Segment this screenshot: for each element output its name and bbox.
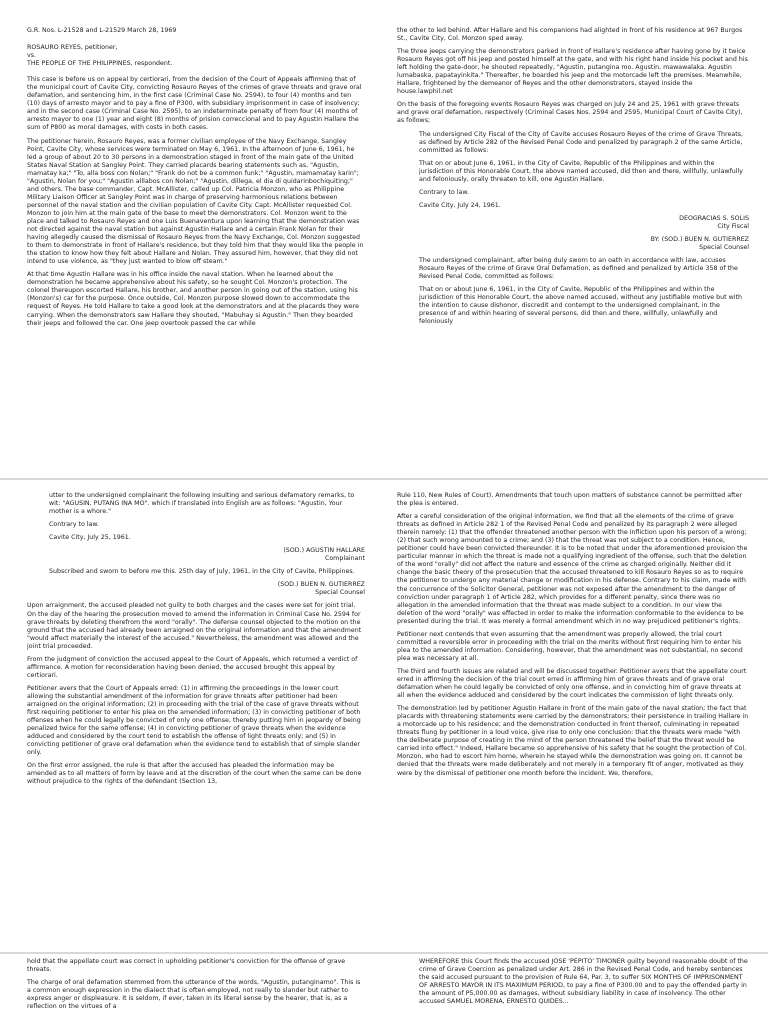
paragraph: From the judgment of conviction the accused appeal to the Court of Appeals, which returned a verdict of affirmance. A motion for reconsideration having been denied, the accused brought this appeal by certiorari.	[27, 655, 358, 679]
signature-block: BY: (SOD.) BUEN N. GUTIERREZ Special Counsel	[650, 235, 749, 252]
page-2-left-column	[27, 492, 365, 952]
information-quote: Subscribed and sworn to before me this. 25th day of July, 1961, in the City of Cavite, Philippines.	[49, 568, 355, 576]
document-page-2	[0, 484, 768, 954]
information-quote: Contrary to law.	[419, 188, 469, 196]
paragraph: The demonstration led by petitioner Agustin Hallare in front of the main gate of the naval station; the fact that placards with threatening statements were carried by the demonstrators; their persistence in trailing Hallare in a motorcade up to his residence; and the demonstration conducted in front thereof, culminating in repeated threats flung by petitioner in a loud voice, give rise to only one conclusion: that the threats were made "with the deliberate purpose of creating in the mind of the person threatened the belief that the threat would be carried into effect." Indeed, Hallare became so apprehensive of his safety that he sought the protection of Col. Monzon, who had to escort him home, wherein he stayed while the demonstration was going on. It cannot be denied that the threats were made deliberately and not merely in a temporary fit of anger, motivated as they were by the dismissal of petitioner one month before the incident. We, therefore,	[397, 705, 749, 777]
document-page-3	[0, 956, 768, 1024]
information-quote: utter to the undersigned complainant the following insulting and serious defamatory remarks, to wit: "AGUSIN, PUTANG INA MO". which if translated into English are as follows: "Agustin, Your mother is a whore."	[49, 492, 355, 516]
paragraph: The third and fourth issues are related and will be discussed together. Petitioner avers that the appellate court erred in affirming the decision of the trial court erred in affirming him of grave threats and of grave oral defamation when he could legally be convicted of only one offense, and in convicting him of grave threats at all when the evidence adduced and considered by the court indicates the commission of light threats only.	[397, 667, 747, 700]
paragraph: The petitioner herein, Rosauro Reyes, was a former civilian employee of the Navy Exchange, Sangley Point, Cavite City, whose services were terminated on May 6, 1961. In the afternoon of June 6, 1961, he led a group of about 20 to 30 persons in a demonstration staged in front of the main gate of the United States Naval Station at Sangley Point. They carried placards bearing statements such as, "Agustin, mamatay ka;" "To, alla boss con Nolan;" "Frank do not be a common funk;" "Agustin, mamamatay karin"; "Agustin, Nolan for you;" "Agustin alllabos con Nolan;" "Agustin, dillega, el dia di quidarinbochiquiting;" and others. The base commander, Capt. McAllister, called up Col. Patricia Monzon, who as Philippine Military Liaison Officer at Sangley Point was in charge of preserving harmonious relations between personnel of the naval station and the civilian population of Cavite City. Capt. McAllister requested Col. Monzon to join him at the main gate of the base to meet the demonstrators. Col. Monzon went to the place and talked to Rosauro Reyes and one Luis Buenaventura upon learning that the demonstration was not directed against the naval station but against Agustin Hallare and a certain Frank Nolan for their having allegedly caused the dismissal of Rosauro Reyes from the Navy Exchange, Col. Monzon suggested to them to demonstrate in front of Hallare's residence, but they told him that they would like the people in the station to know how they felt about Hallare and Nolan. They assured him, however, that they did not intend to use violence, as "they just wanted to blow off steam."	[27, 137, 364, 266]
information-quote: That on or about June 6, 1961, in the City of Cavite, Republic of the Philippines and within the jurisdiction of this Honorable Court, the above named accused, did then and there, willfully, unlawfully and feloniously, orally threaten to kill, one Agustin Hallare.	[419, 159, 744, 183]
paragraph: Rule 110, New Rules of Court). Amendments that touch upon matters of substance cannot be permitted after the plea is entered.	[397, 492, 743, 508]
paragraph: This case is before us on appeal by certiorari, from the decision of the Court of Appeals affirming that of the municipal court of Cavite City, convicting Rosauro Reyes of the crimes of grave threats and grave oral defamation, and sentencing him, in the first case (Criminal Case No. 2594), to four (4) months and ten (10) days of arresto mayor and to pay a fine of P300, with subsidiary imprisonment in case of insolvency; and in the second case (Criminal Case No. 2595), to an indeterminate penalty of from four (4) months of arresto mayor to one (1) year and eight (8) months of prision correccional and to pay Agustin Hallare the sum of P800 as moral damages, with costs in both cases.	[27, 76, 362, 132]
document-page-1	[0, 0, 768, 468]
page-3-right-column	[397, 958, 749, 1024]
paragraph: After a careful consideration of the original information, we find that all the elements of the crime of grave threats as defined in Article 282 1 of the Revised Penal Code and penalized by its paragraph 2 were alleged therein namely: (1) that the offender threatened another person with the infliction upon his person of a wrong; (2) that such wrong amounted to a crime; and (3) that the threat was not subject to a condition. Hence, petitioner could have been convicted thereunder. It is to be noted that under the aforementioned provision the particular manner in which the threat is made not a qualifying ingredient of the offense, such that the deletion of the word "orally" did not affect the nature and essence of the crime as charged originally. Neither did it change the basic theory of the prosecution that the accused threatened to kill Rosauro Reyes so as to require the petitioner to undergo any material change or modification in his defense. Contrary to his claim, made with the concurrence of the Solicitor General, petitioner was not exposed after the amendment to the danger of conviction under paragraph 1 of Article 282, which provides for a different penalty, since there was no allegation in the amended information that the threat was made subject to a condition. In our view the deletion of the word "orally" was effected in order to make the information conformable to the evidence to be presented during the trial. It was merely a formal amendment which in no way prejudiced petitioner's rights.	[397, 513, 748, 625]
paragraph: hold that the appellate court was correct in upholding petitioner's conviction for the offense of grave threats.	[27, 958, 346, 974]
information-quote: Cavite City, July 25, 1961.	[49, 534, 131, 542]
case-parties: ROSAURO REYES, petitioner, vs. THE PEOPLE OF THE PHILIPPINES, respondent.	[27, 44, 173, 68]
page-2-right-column	[397, 492, 749, 952]
information-quote: The undersigned City Fiscal of the City of Cavite accuses Rosauro Reyes of the crime of Grave Threats, as defined by Article 282 of the Revised Penal Code and penalized by paragraph 2 of the same Article, committed as follows:	[419, 130, 743, 154]
paragraph: At that time Agustin Hallare was in his office inside the naval station. When he learned about the demonstration he became apprehensive about his safety, so he sought Col. Monzon's protection. The colonel thereupon escorted Hallare, his brother, and another person in going out of the station, using his (Monzon's) car for the purpose. Once outside, Col. Monzon purpose slowed down to accommodate the request of Reyes. He told Hallare to take a good look at the demonstrators and at the placards they were carrying. When the demonstrators saw Hallare they shouted, "Mabuhay si Agustin." Then they boarded their jeeps and followed the car. One jeep overtook passed the car while	[27, 271, 359, 327]
information-quote: That on or about June 6, 1961, in the City of Cavite, Republic of the Philippines and within the jurisdiction of this Honorable Court, the above named accused, without any justifiable motive but with the intention to cause dishonor, discredit and contempt to the undersigned complainant, in the presence of and within hearing of several persons, did then and there, willfully, unlawfully and feloniously	[419, 286, 742, 326]
case-number: G.R. Nos. L-21528 and L-21529 March 28, 1969	[27, 27, 177, 34]
page-separator	[0, 952, 768, 954]
paragraph: On the first error assigned, the rule is that after the accused has pleaded the information may be amended as to all matters of form by leave and at the discretion of the court when the same can be done without prejudice to the rights of the defendant (Section 13,	[27, 762, 362, 786]
paragraph: The three jeeps carrying the demonstrators parked in front of Hallare's residence after having gone by it twice Rosauro Reyes got off his jeep and posted himself at the gate, and with his right hand inside his pocket and his left holding the gate-door, he shouted repeatedly, "Agustin, putangina mo. Agustin, mawawalaka. Agustin lumabaska, papatayinkita." Thereafter, he boarded his jeep and the motorcade left the premises. Meanwhile, Hallare, frightened by the demeanor of Reyes and the other demonstrators, stayed inside the house.lawphil.net	[397, 48, 748, 96]
page-3-left-column	[27, 958, 365, 1024]
information-quote: Contrary to law.	[49, 521, 99, 529]
paragraph: Upon arraignment, the accused pleaded not guilty to both charges and the cases were set for joint trial. On the day of the hearing the prosecution moved to amend the information in Criminal Case No. 2594 for grave threats by deleting therefrom the word "orally". The defense counsel objected to the motion on the ground that the accused had already been arraigned on the original information and that the amendment "would affect materially the interest of the accused." Nevertheless, the amendment was allowed and the joint trial proceeded.	[27, 602, 362, 650]
page-1-right-column	[397, 27, 749, 463]
paragraph: the other to led behind. After Hallare and his companions had alighted in front of his residence at 967 Burgos St., Cavite City, Col. Monzon sped away.	[397, 27, 743, 43]
paragraph: On the basis of the foregoing events Rosauro Reyes was charged on July 24 and 25, 1961 with grave threats and grave oral defamation, respectively (Criminal Cases Nos. 2594 and 2595, Municipal Court of Cavite City), as follows;	[397, 101, 743, 125]
paragraph: The charge of oral defamation stemmed from the utterance of the words, "Agustin, putanginamo". This is a common enough expression in the dialect that is often employed, not really to slander but rather to express anger or displeasure. It is seldom, if ever, taken in its literal sense by the hearer, that is, as a reflection on the virtues of a	[27, 979, 361, 1011]
paragraph: Petitioner next contends that even assuming that the amendment was properly allowed, the trial court committed a reversible error in proceeding with the trial on the merits without first requiring him to enter his plea to the amended information. Considering, however, that the amendment was not substantial, no second plea was necessary at all.	[397, 630, 743, 662]
information-quote: Cavite City, July 24, 1961.	[419, 201, 501, 209]
page-1-left-column	[27, 27, 365, 463]
paragraph: Petitioner avers that the Court of Appeals erred: (1) in affirming the proceedings in the lower court allowing the substantial amendment of the information for grave threats after petitioner had been arraigned on the original information; (2) in proceeding with the trial of the case of grave threats without first requiring petitioner to enter his plea on the amended information; (3) in convicting petitioner of both offenses when he could legally be convicted of only one offense, thereby putting him in jeopardy of being penalized twice for the same offense; (4) in convicting petitioner of grave threats when the evidence adduced and considered by the court tend to establish the offense of light threats only; and (5) in convicting petitioner of grave oral defamation when the evidence tend to establish that of simple slander only.	[27, 684, 361, 757]
information-quote: The undersigned complainant, after being duly sworn to an oath in accordance with law, accuses Rosauro Reyes of the crime of Grave Oral Defamation, as defined and penalized by Article 358 of the Revised Penal Code, committed as follows:	[419, 257, 738, 281]
information-quote: WHEREFORE this Court finds the accused JOSE 'PEPITO' TIMONER guilty beyond reasonable doubt of the crime of Grave Coercion as penalized under Art. 286 in the Revised Penal Code, and hereby sentences the said accused pursuant to the provision of Rule 64, Par. 3, to suffer SIX MONTHS OF IMPRISONMENT OF ARRESTO MAYOR IN ITS MAXIMUM PERIOD, to pay a fine of P300.00 and to pay the offended party in the amount of P5,000.00 as damages, without subsidiary liability in case of insolvency. The other accused SAMUEL MORENA, ERNESTO QUIDES...	[419, 958, 748, 1006]
signature-block: DEOGRACIAS S. SOLIS City Fiscal	[679, 214, 749, 230]
signature-block: (SOD.) BUEN N. GUTIERREZ Special Counsel	[277, 581, 365, 597]
page-separator	[0, 478, 768, 480]
signature-block: (SOD.) AGUSTIN HALLARE Complainant	[283, 547, 365, 563]
